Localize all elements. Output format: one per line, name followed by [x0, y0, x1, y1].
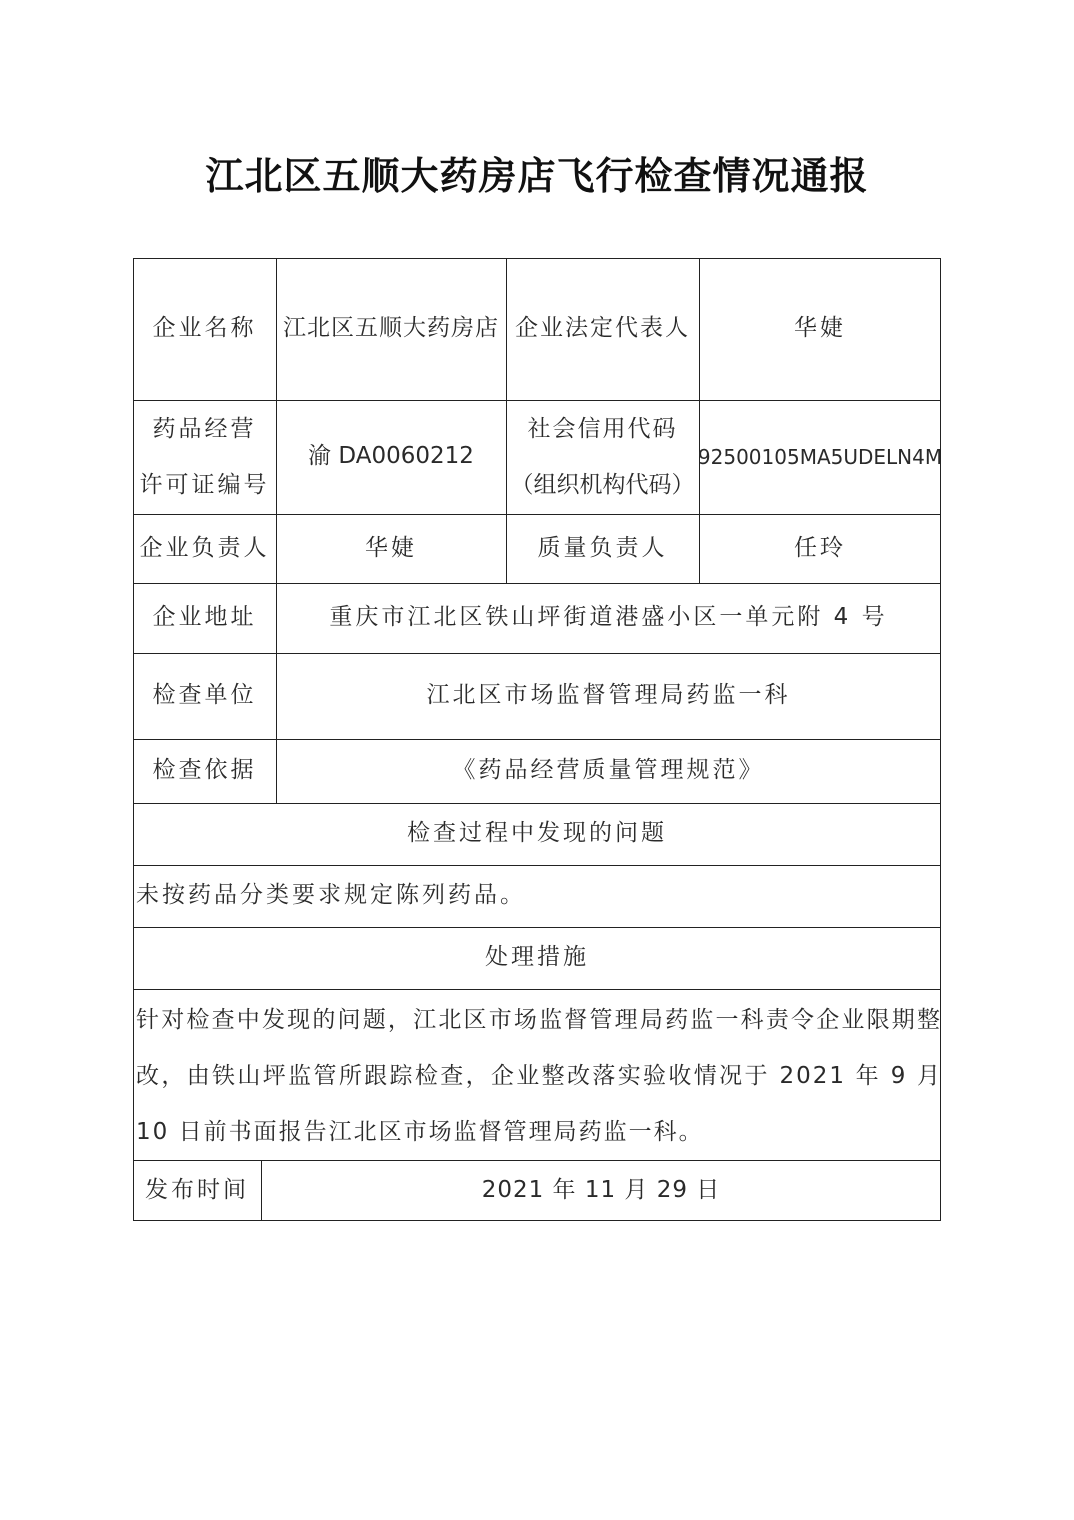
legal-representative-value: 华婕	[794, 315, 846, 342]
credit-code-value: 92500105MA5UDELN4M	[697, 445, 943, 469]
label-credit-line1: 社会信用代码	[527, 416, 678, 442]
address-value: 重庆市江北区铁山坪街道港盛小区一单元附 4 号	[329, 604, 888, 631]
label-license-line1: 药品经营	[152, 416, 257, 442]
label-quality-manager: 质量负责人	[537, 534, 668, 561]
enterprise-manager-value: 华婕	[365, 534, 417, 561]
license-number-value: 渝 DA0060212	[308, 443, 474, 470]
label-company-name: 企业名称	[152, 315, 257, 342]
label-legal-representative: 企业法定代表人	[515, 315, 690, 342]
company-name-value: 江北区五顺大药房店	[283, 315, 499, 342]
label-license-line2: 许可证编号	[139, 472, 270, 498]
label-enterprise-manager: 企业负责人	[139, 534, 270, 561]
issues-header: 检查过程中发现的问题	[407, 820, 667, 847]
issues-text: 未按药品分类要求规定陈列药品。	[136, 882, 526, 909]
inspection-basis-value: 《药品经营质量管理规范》	[452, 757, 765, 784]
release-date-value: 2021 年 11 月 29 日	[481, 1176, 721, 1203]
label-address: 企业地址	[152, 604, 257, 631]
inspection-unit-value: 江北区市场监督管理局药监一科	[426, 682, 791, 709]
label-credit-code	[506, 400, 699, 514]
document-title: 江北区五顺大药房店飞行检查情况通报	[205, 154, 869, 198]
label-credit-line2: （组织机构代码）	[510, 472, 695, 498]
label-license-number	[133, 400, 276, 514]
table-divider	[133, 989, 941, 990]
label-inspection-unit: 检查单位	[152, 682, 257, 709]
label-inspection-basis: 检查依据	[152, 757, 257, 784]
label-release-date: 发布时间	[145, 1176, 249, 1203]
measures-text: 针对检查中发现的问题，江北区市场监督管理局药监一科责令企业限期整改，由铁山坪监管所跟踪检查，企业整改落实验收情况于 2021 年 9 月 10 日前书面报告江北区市场监督管理局药监一科。	[136, 1007, 942, 1145]
quality-manager-value: 任玲	[794, 534, 846, 561]
measures-header: 处理措施	[485, 944, 589, 971]
